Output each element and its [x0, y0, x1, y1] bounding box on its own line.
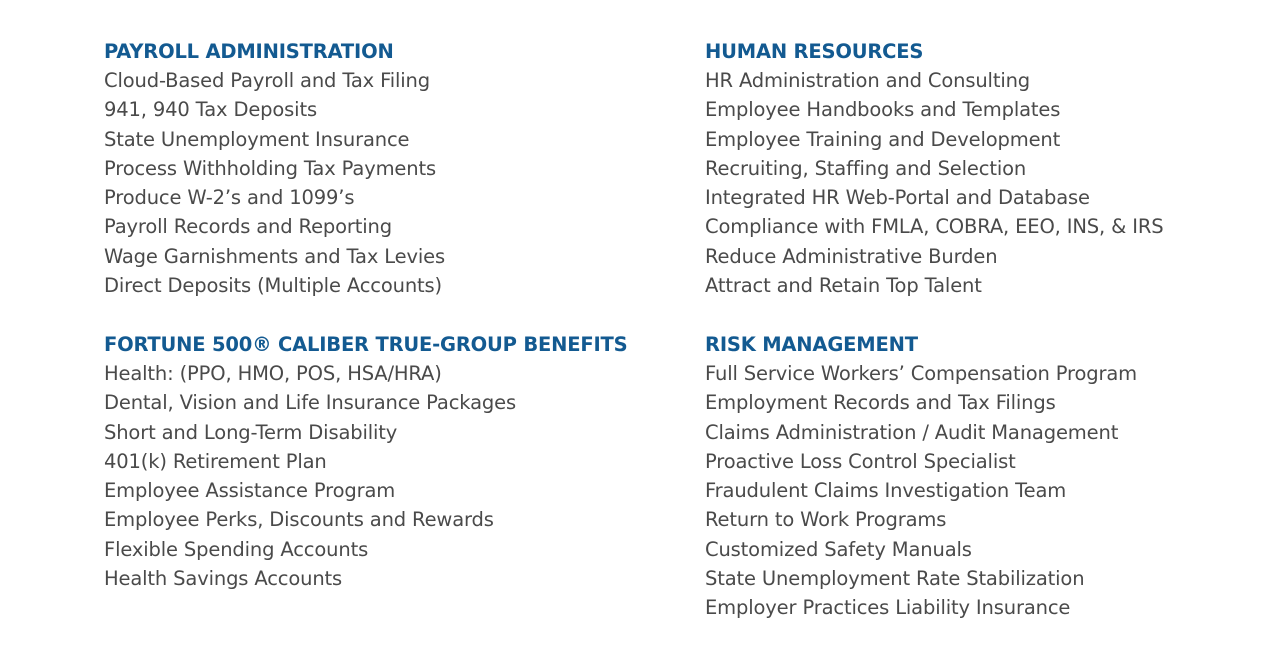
- list-item: Health Savings Accounts: [104, 567, 343, 591]
- list-item: Payroll Records and Reporting: [104, 215, 392, 239]
- list-item: Health: (PPO, HMO, POS, HSA/HRA): [104, 362, 442, 385]
- list-item: 401(k) Retirement Plan: [104, 449, 327, 473]
- list-item: Full Service Workers’ Compensation Program: [705, 362, 1137, 385]
- list-item: Integrated HR Web-Portal and Database: [705, 186, 1090, 210]
- list-item: HR Administration and Consulting: [705, 69, 1031, 92]
- section-heading: HUMAN RESOURCES: [705, 40, 924, 63]
- list-item: Wage Garnishments and Tax Levies: [104, 244, 446, 268]
- list-item: Dental, Vision and Life Insurance Packages: [104, 391, 516, 415]
- list-item: 941, 940 Tax Deposits: [104, 98, 317, 122]
- list-item: Employee Perks, Discounts and Rewards: [104, 508, 494, 532]
- list-item: State Unemployment Insurance: [104, 127, 410, 151]
- list-item: Compliance with FMLA, COBRA, EEO, INS, & IRS: [705, 215, 1164, 239]
- risk-item-list: [705, 359, 1137, 623]
- list-item: Attract and Retain Top Talent: [705, 274, 982, 298]
- section-heading: RISK MANAGEMENT: [705, 333, 918, 356]
- list-item: Employee Handbooks and Templates: [705, 98, 1061, 122]
- list-item: Reduce Administrative Burden: [705, 244, 998, 268]
- list-item: Employee Assistance Program: [104, 479, 396, 503]
- list-item: Fraudulent Claims Investigation Team: [705, 479, 1067, 503]
- list-item: Short and Long-Term Disability: [104, 420, 398, 444]
- human-resources-section: [705, 37, 1163, 300]
- list-item: Proactive Loss Control Specialist: [705, 449, 1016, 473]
- list-item: Process Withholding Tax Payments: [104, 156, 436, 180]
- benefits-item-list: [104, 359, 628, 593]
- payroll-item-list: [104, 66, 445, 300]
- list-item: Cloud-Based Payroll and Tax Filing: [104, 69, 430, 92]
- section-heading: PAYROLL ADMINISTRATION: [104, 40, 394, 63]
- hr-item-list: [705, 66, 1163, 300]
- list-item: Direct Deposits (Multiple Accounts): [104, 274, 442, 298]
- list-item: Customized Safety Manuals: [705, 537, 972, 561]
- list-item: Employee Training and Development: [705, 127, 1061, 151]
- benefits-section: [104, 330, 628, 593]
- list-item: Claims Administration / Audit Management: [705, 420, 1119, 444]
- list-item: Flexible Spending Accounts: [104, 537, 369, 561]
- list-item: State Unemployment Rate Stabilization: [705, 567, 1085, 591]
- list-item: Recruiting, Staffing and Selection: [705, 156, 1027, 180]
- section-heading: FORTUNE 500® CALIBER TRUE-GROUP BENEFITS: [104, 333, 628, 356]
- list-item: Employer Practices Liability Insurance: [705, 596, 1071, 620]
- list-item: Return to Work Programs: [705, 508, 947, 532]
- payroll-administration-section: [104, 37, 445, 300]
- list-item: Employment Records and Tax Filings: [705, 391, 1056, 415]
- risk-management-section: [705, 330, 1137, 623]
- list-item: Produce W-2’s and 1099’s: [104, 186, 355, 210]
